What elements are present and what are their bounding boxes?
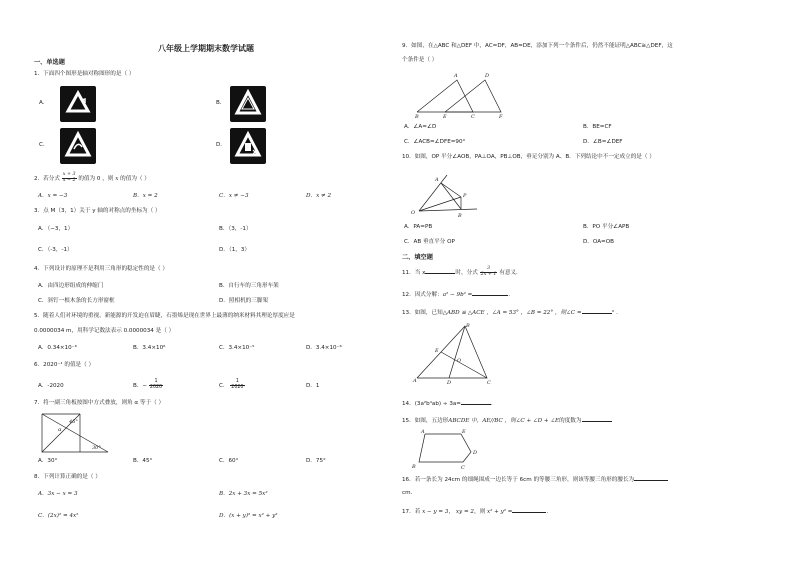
q1-option-b: B．: [216, 100, 226, 106]
q11-answer-blank[interactable]: [425, 269, 455, 274]
q2-middle: 的值为 0 ，则: [78, 175, 114, 182]
q13-label-e: E: [435, 348, 439, 354]
q10-option-b: B．PO 平分∠APB: [583, 224, 630, 230]
q5-option-c: C．3.4×10⁻⁵: [219, 345, 255, 351]
q9-label-a: A: [454, 73, 458, 79]
q3-option-a: A．（−3，1）: [38, 226, 74, 232]
q12-stem: [402, 291, 514, 299]
q10-label-o: O: [411, 210, 416, 216]
q13-stem: [402, 309, 622, 317]
q16-text: 16．若一条长为 24cm 的细绳围成一边长等于 6cm 的等腰三角形，则该等腰三角形的腰长为: [402, 477, 635, 483]
q6-option-b-fraction: [149, 380, 163, 391]
q6-stem: 6．2020⁻¹ 的值是（ ）: [34, 362, 95, 368]
q10-label-a: A: [435, 177, 439, 183]
q13-suffix: ° ．: [611, 310, 622, 316]
q7-option-c: C．60°: [219, 458, 239, 464]
q9-label-d: D: [485, 73, 490, 79]
page-title: 八年级上学期期末数学试题: [158, 44, 254, 53]
q12-expression: a² − 9b² =: [442, 292, 473, 298]
q2-fraction: [62, 173, 77, 184]
q15-label-a: A: [421, 429, 425, 435]
q15-answer-blank[interactable]: [582, 417, 612, 422]
q15-prefix: 15．如图，五边形: [402, 418, 449, 424]
q7-option-a: A．30°: [38, 458, 58, 464]
q7-option-d: D．75°: [306, 458, 326, 464]
q13-expression: △ABD ≌ △ACE ，∠A = 53° ，∠B = 22° ，则∠C =: [442, 310, 582, 316]
q1-option-c: C．: [39, 142, 49, 148]
q7-triangle-figure: [40, 412, 110, 454]
q17-expression: x² + y² =: [486, 509, 513, 515]
q13-prefix: 13．如图，已知: [402, 310, 443, 316]
q13-label-d: D: [447, 380, 452, 386]
q17-sep: ，: [448, 509, 455, 515]
q16-answer-blank[interactable]: [634, 476, 668, 481]
q2-variable: x: [115, 175, 119, 182]
q4-option-d: D．照相机的三脚架: [219, 298, 269, 304]
recycle-arrow-icon: [60, 128, 96, 164]
q2-option-d: D．x ≠ 2: [306, 193, 332, 199]
q8-option-d: D．(x + y)² = x² + y²: [219, 513, 278, 519]
q2-option-b: B．x = 2: [133, 193, 158, 199]
q16-line1: [402, 476, 668, 484]
recycle-icon: [60, 86, 96, 122]
q2-numerator: x + 3: [62, 172, 76, 177]
q5-option-d: D．3.4×10⁻⁶: [306, 345, 342, 351]
q10-option-d: D．OA=OB: [583, 239, 614, 245]
q7-label-45: 45°: [69, 419, 78, 425]
q15-label-d: D: [473, 450, 478, 456]
q9-option-d: D．∠B=∠DEF: [583, 139, 623, 145]
q13-label-c: C: [487, 380, 491, 386]
q4-option-b: B．自行车的三角形车架: [219, 283, 279, 289]
q10-option-a: A．PA=PB: [404, 224, 433, 230]
q10-angle-figure: [411, 171, 481, 219]
q2-prefix: 2．若分式: [34, 175, 60, 182]
q6-option-c-prefix: C．: [219, 382, 229, 389]
q15-label-c: C: [461, 465, 465, 471]
q3-option-b: B．（3，-1）: [219, 226, 252, 232]
q13-label-o: O: [457, 358, 462, 364]
q15-stem: [402, 417, 612, 425]
q3-option-c: C．（-3，-1）: [38, 247, 73, 253]
q1-stem: 1．下面四个图形是轴对称图形的是（ ）: [34, 71, 135, 77]
q13-label-a: A: [413, 378, 417, 384]
q17-equation-2: xy = 2: [455, 509, 474, 515]
q17-stem: [402, 508, 552, 516]
q15-pentagon-figure: [411, 428, 481, 470]
q2-stem: [34, 173, 150, 184]
q9-triangles-figure: [413, 70, 503, 118]
q12-answer-blank[interactable]: [472, 291, 508, 296]
q2-suffix: 的值为（ ）: [120, 175, 150, 182]
q8-stem: 8．下列计算正确的是（ ）: [34, 474, 101, 480]
q8-option-b: B．2x + 3x = 5x²: [219, 491, 268, 497]
q11-middle: 时，分式: [455, 269, 478, 276]
q17-equation-1: x − y = 3: [422, 509, 449, 515]
q9-option-b: B．BE=CF: [583, 124, 612, 130]
q2-option-a: A．x = −3: [38, 193, 68, 199]
q12-suffix: ．: [508, 292, 514, 298]
q5-option-b: B．3.4×10⁶: [133, 345, 166, 351]
q1-option-a: A．: [39, 100, 49, 106]
q1-option-d: D．: [216, 142, 226, 148]
q16-line2: cm．: [402, 490, 417, 496]
q6-option-d: D．1: [306, 383, 320, 389]
q15-expression: ABCDE 中，AE//BC ，则∠C + ∠D + ∠E: [448, 418, 560, 424]
q9-label-b: B: [415, 114, 419, 120]
q15-label-b: B: [412, 464, 416, 470]
q17-prefix: 17．若: [402, 509, 421, 515]
q6-option-c-fraction: [230, 380, 244, 391]
q5-option-a: A．0.34×10⁻⁶: [38, 345, 77, 351]
q8-option-c: C．(2x)² = 4x²: [38, 513, 79, 519]
q11-fraction: [480, 267, 498, 278]
triangle-recycle-icon: [230, 86, 266, 122]
q6-option-b: [133, 380, 163, 391]
q2-option-c: C．x ≠ −3: [219, 193, 249, 199]
q4-stem: 4．下列设计的原理不是利用三角形的稳定性的是（ ）: [34, 266, 168, 272]
q7-stem: 7．将一副三角板按图中方式叠放，则角 α 等于（ ）: [34, 400, 165, 406]
q6-b-denominator: 2020: [149, 384, 163, 390]
q7-label-alpha: α: [58, 427, 62, 433]
q5-line2: 0.0000034 m，用科学记数法表示 0.0000034 是（ ）: [34, 328, 175, 334]
q3-stem: 3．点 M（3，1）关于 y 轴的对称点的坐标为（ ）: [34, 208, 161, 214]
q13-figure: [413, 322, 493, 384]
q11-prefix: 11．当 x: [402, 269, 426, 276]
q9-label-e: E: [443, 114, 447, 120]
q14-stem: [402, 400, 497, 408]
q7-label-30: 30°: [92, 445, 101, 451]
q14-answer-blank[interactable]: [461, 400, 491, 405]
q9-option-a: A．∠A=∠D: [404, 124, 437, 130]
q9-label-f: F: [499, 114, 503, 120]
q10-label-b: B: [458, 213, 462, 219]
q10-label-p: P: [463, 193, 467, 199]
section-fill-blank: 二、填空题: [402, 254, 433, 261]
q14-expression: 14．(3a²b⁴ab) ÷ 3a=: [402, 401, 461, 407]
q8-option-a: A．3x − x = 3: [38, 491, 78, 497]
q13-label-b: B: [466, 323, 470, 329]
q17-suffix: ．: [546, 509, 553, 515]
q9-label-c: C: [471, 114, 475, 120]
q14-suffix: ．: [491, 401, 497, 407]
q5-line1: 5．随着人们对环境的重视，新能源的开发迫在眉睫，石墨烯是现在世界上最薄的纳米材料其理论厚度应是: [34, 313, 295, 319]
q13-answer-blank[interactable]: [582, 309, 612, 314]
q17-answer-blank[interactable]: [512, 508, 546, 513]
q11-stem: [402, 267, 522, 278]
q6-option-b-prefix: B．−: [133, 382, 148, 389]
q4-option-a: A．由四边形组成的伸缩门: [38, 283, 104, 289]
q7-option-b: B．45°: [133, 458, 153, 464]
q17-then: ，则: [473, 509, 486, 515]
battery-recycle-icon: [230, 128, 266, 164]
q15-label-e: E: [462, 429, 466, 435]
q4-option-c: C．斜钉一根木条的长方形窗框: [38, 298, 115, 304]
q12-prefix: 12．因式分解：: [402, 292, 443, 298]
q10-stem: 10．如图，OP 平分∠AOB，PA⊥OA，PB⊥OB，垂足分别为 A、B．下列结论中不一定成立的是（ ）: [402, 154, 655, 160]
q11-suffix: 有意义．: [499, 269, 522, 276]
q15-suffix: 的度数为: [559, 418, 582, 424]
q6-c-numerator: 1: [230, 380, 244, 386]
q6-option-c: [219, 380, 245, 391]
q2-denominator: x − 2: [62, 177, 76, 183]
q11-numerator: 3: [480, 267, 498, 273]
q9-line1: 9．如图，在△ABC 和△DEF 中，AC=DF，AB=DE，添加下列一个条件后，仍然不能证明△ABC≅△DEF，这: [402, 43, 673, 49]
q9-line2: 个条件是（ ）: [402, 57, 438, 63]
q6-option-a: A．-2020: [38, 383, 64, 389]
q6-c-denominator: 2020: [231, 384, 244, 390]
q9-option-c: C．∠ACB=∠DFE=90°: [404, 139, 466, 145]
q6-b-numerator: 1: [149, 380, 163, 386]
q3-option-d: D．（1，3）: [219, 247, 251, 253]
section-single-choice: 一、单选题: [34, 59, 65, 66]
q10-option-c: C．AB 垂直平分 OP: [404, 239, 455, 245]
q11-denominator: 2x + 1: [480, 271, 497, 277]
